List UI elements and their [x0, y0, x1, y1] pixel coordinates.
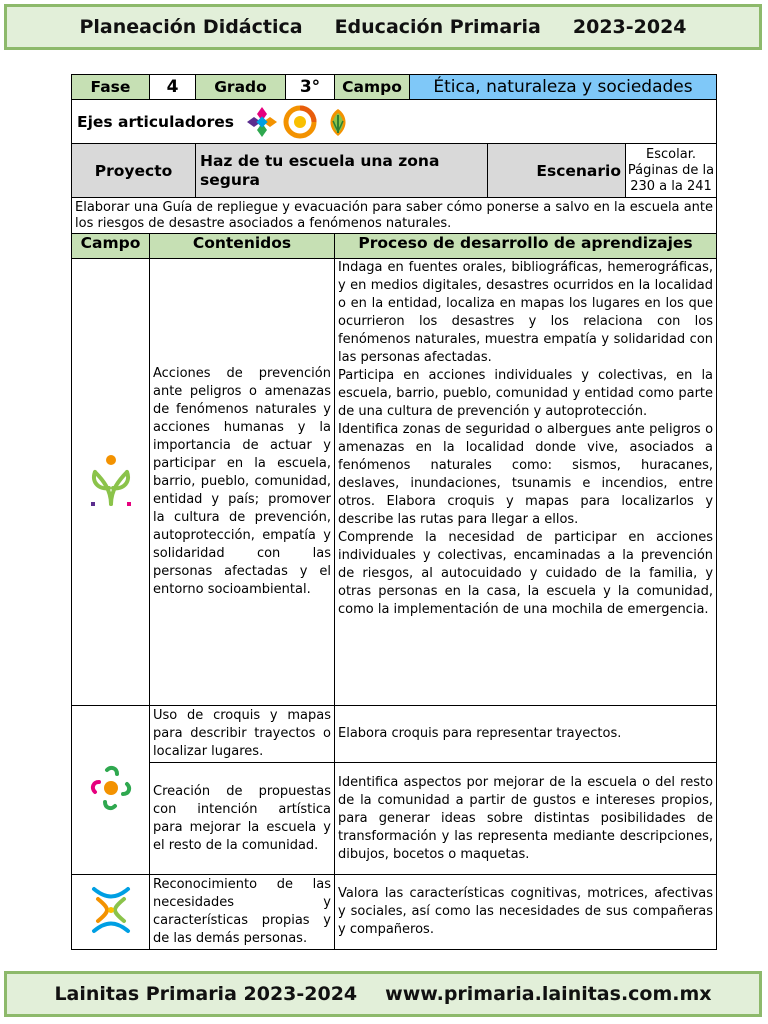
- escenario-line-3: 230 a la 241: [630, 178, 712, 194]
- footer-url[interactable]: www.primaria.lainitas.com.mx: [385, 983, 712, 1005]
- table-row: [72, 763, 717, 875]
- col-header-campo: Campo: [72, 234, 150, 259]
- header-banner: [4, 4, 762, 50]
- escenario-label: Escenario: [488, 144, 626, 198]
- planning-table: [71, 74, 717, 950]
- escenario-value: [626, 144, 717, 198]
- col-header-proceso: Proceso de desarrollo de aprendizajes: [335, 234, 717, 259]
- etica-naturaleza-icon: [89, 452, 133, 508]
- header-level: Educación Primaria: [334, 16, 541, 38]
- table-row: [72, 259, 717, 706]
- de-lo-humano-icon: [88, 885, 134, 935]
- pensamiento-critico-icon: [283, 105, 317, 139]
- escenario-line-2: Páginas de la: [627, 162, 715, 178]
- fase-label: Fase: [72, 75, 150, 100]
- campo-label: Campo: [335, 75, 410, 100]
- grado-value: 3°: [286, 75, 335, 100]
- inclusion-icon: [245, 105, 279, 139]
- escenario-line-1: Escolar.: [646, 146, 696, 162]
- campo-value: Ética, naturaleza y sociedades: [410, 75, 717, 100]
- proceso-1d: Comprende la necesidad de participar en acciones individuales y colectivas, encaminadas a la prevención de riesgos, al autocuidado y cuidado de la familia, y otras personas en la casa, la escuela y la comunidad, como la implementación de una mochila de emergencia.: [338, 530, 714, 617]
- fase-value: 4: [150, 75, 196, 100]
- col-header-contenidos: Contenidos: [150, 234, 335, 259]
- objective-text: Elaborar una Guía de repliegue y evacuación para saber cómo ponerse a salvo en la escuela ante los riesgos de desastre asociados a fenómenos naturales.: [72, 198, 717, 234]
- footer-brand: Lainitas Primaria 2023-2024: [54, 983, 358, 1005]
- proceso-4: Valora las características cognitivas, motrices, afectivas y sociales, así como las necesidades de sus compañeras y compañeros.: [335, 875, 717, 950]
- proyecto-value: Haz de tu escuela una zona segura: [196, 144, 488, 198]
- header-year: 2023-2024: [572, 16, 687, 38]
- footer-banner: [4, 971, 762, 1017]
- proceso-1c: Identifica zonas de seguridad o albergues ante peligros o amenazas en la localidad donde vive, asociados a fenómenos naturales como: sismos, huracanes, deslaves, inundaciones, tsunamis e incendios, entre otros. Elabora croquis y mapas para localizarlos y describe las rutas para llegar a ellos.: [338, 422, 714, 527]
- contenido-1: Acciones de prevención ante peligros o amenazas de fenómenos naturales y acciones humanas y la importancia de actuar y participar en la escuela, barrio, pueblo, comunidad, entidad y país; promover la cultura de prevención, autoprotección, empatía y solidaridad con las personas afectadas y el entorno socioambiental.: [150, 259, 335, 706]
- proceso-1a: Indaga en fuentes orales, bibliográficas, hemerográficas, y en medios digitales, desastres ocurridos en la localidad o en la entidad, localiza en mapas los lugares en los que ocurrieron los desastres y los relaciona con los fenómenos naturales, muestra empatía y solidaridad con las personas afectadas.: [338, 260, 714, 365]
- ejes-label: Ejes articuladores: [77, 112, 234, 131]
- proceso-1b: Participa en acciones individuales y colectivas, en la escuela, barrio, pueblo, comunidad y entidad como parte de una cultura de prevención y autoprotección.: [338, 368, 714, 419]
- campo-icon-cell: [72, 706, 150, 875]
- ejes-row: [72, 100, 717, 144]
- grado-label: Grado: [196, 75, 286, 100]
- contenido-3: Creación de propuestas con intención artística para mejorar la escuela y el resto de la comunidad.: [150, 763, 335, 875]
- vida-saludable-icon: [321, 105, 355, 139]
- contenido-2: Uso de croquis y mapas para describir trayectos o localizar lugares.: [150, 706, 335, 763]
- table-row: [72, 875, 717, 950]
- saberes-pensamiento-icon: [89, 764, 133, 812]
- campo-icon-cell: [72, 875, 150, 950]
- header-title: Planeación Didáctica: [79, 16, 303, 38]
- proyecto-label: Proyecto: [72, 144, 196, 198]
- proceso-2: Elabora croquis para representar trayectos.: [335, 706, 717, 763]
- contenido-4: Reconocimiento de las necesidades y características propias y de las demás personas.: [150, 875, 335, 950]
- table-row: [72, 706, 717, 763]
- campo-icon-cell: [72, 259, 150, 706]
- proceso-3: Identifica aspectos por mejorar de la escuela o del resto de la comunidad a partir de gustos e intereses propios, para generar ideas sobre distintas posibilidades de transformación y las representa mediante descripciones, dibujos, bocetos o maquetas.: [335, 763, 717, 875]
